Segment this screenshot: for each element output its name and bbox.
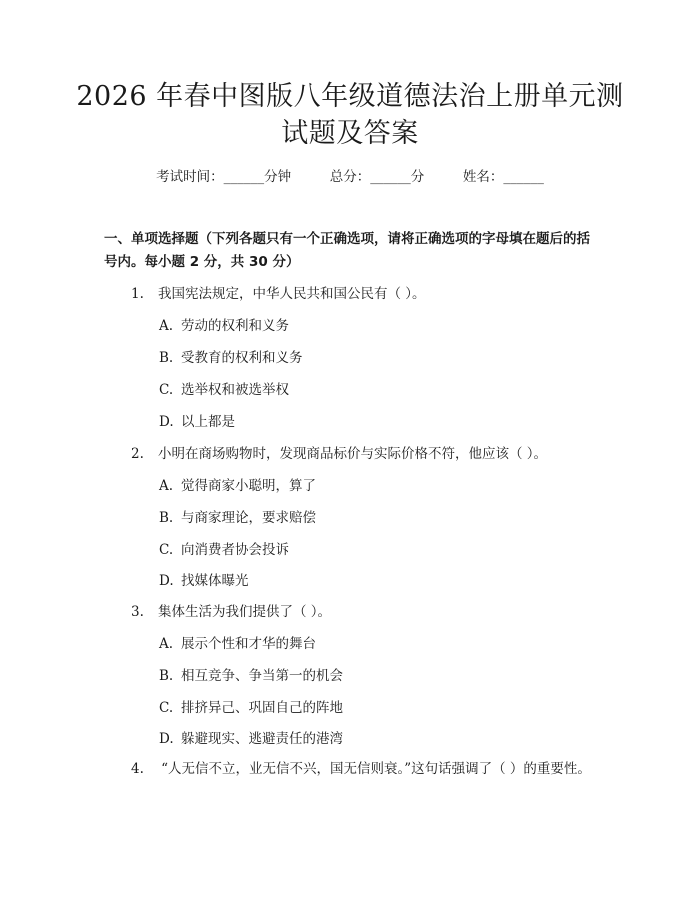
option-text: 受教育的权利和义务 [181,350,303,366]
question-2 [131,443,597,465]
option-letter: D. [159,731,174,747]
option-3c [159,697,599,719]
option-text: 相互竞争、争当第一的机会 [181,668,343,684]
option-text: 觉得商家小聪明，算了 [181,478,316,494]
question-text: 我国宪法规定，中华人民共和国公民有（ ）。 [158,286,426,302]
question-text: 小明在商场购物时，发现商品标价与实际价格不符，他应该（ ）。 [158,446,548,462]
name-label: 姓名： [462,169,504,185]
option-letter: D. [159,414,174,430]
option-letter: B. [159,350,174,366]
option-text: 躲避现实、逃避责任的港湾 [181,731,343,747]
name-blank: ______ [503,169,544,185]
question-number: 4. [131,761,144,777]
option-letter: C. [159,542,174,558]
option-text: 找媒体曝光 [181,573,249,589]
option-text: 选举权和被选举权 [181,382,289,398]
option-letter: A. [159,636,174,652]
option-2a [159,475,599,497]
option-letter: D. [159,573,174,589]
option-1d [159,411,599,433]
option-2b [159,507,599,529]
option-1c [159,379,599,401]
option-1a [159,315,599,337]
option-3d [159,728,599,750]
score-label: 总分： [329,169,371,185]
option-letter: B. [159,668,174,684]
question-text: “人无信不立，业无信不兴，国无信则衰。”这句话强调了（ ）的重要性。 [161,761,591,777]
question-text: 集体生活为我们提供了（ ）。 [158,604,332,620]
option-3b [159,665,599,687]
question-number: 3. [131,604,144,620]
time-unit: 分钟 [264,169,292,185]
option-letter: C. [159,700,174,716]
question-number: 1. [131,286,144,302]
question-3 [131,601,597,623]
time-label: 考试时间： [156,169,224,185]
option-3a [159,633,599,655]
section-heading: 一、单项选择题（下列各题只有一个正确选项，请将正确选项的字母填在题后的括号内。每小题 2 分，共 30 分） [104,231,590,270]
score-unit: 分 [410,169,425,185]
option-letter: A. [159,478,174,494]
option-text: 排挤异己、巩固自己的阵地 [181,700,343,716]
option-text: 向消费者协会投诉 [181,542,289,558]
option-text: 与商家理论，要求赔偿 [181,510,316,526]
option-text: 展示个性和才华的舞台 [181,636,316,652]
option-letter: A. [159,318,174,334]
option-text: 以上都是 [181,414,235,430]
question-4 [104,757,597,781]
option-1b [159,347,599,369]
question-1 [131,283,597,305]
question-number: 2. [131,446,144,462]
option-text: 劳动的权利和义务 [181,318,289,334]
document-title: 2026 年春中图版八年级道德法治上册单元测试题及答案 [76,81,624,149]
option-letter: B. [159,510,174,526]
option-letter: C. [159,382,174,398]
exam-info-line [0,167,700,187]
option-2d [159,570,599,592]
option-2c [159,539,599,561]
score-blank: ______ [370,169,411,185]
time-blank: ______ [223,169,265,185]
